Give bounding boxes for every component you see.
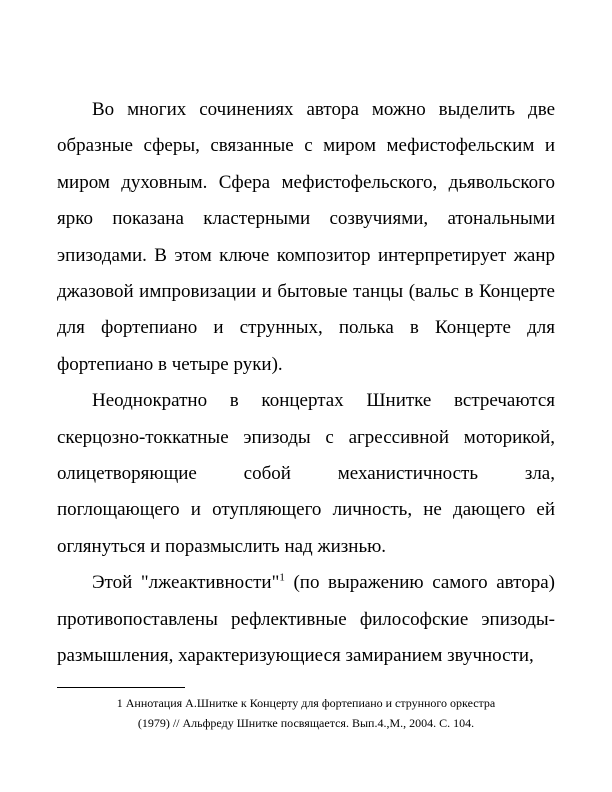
footnote-line-1: 1 Аннотация А.Шнитке к Концерту для фортепиано и струнного оркестра [116, 696, 496, 710]
footnote-line-2: (1979) // Альфреду Шнитке посвящается. Вып.4.,М., 2004. С. 104. [137, 716, 475, 730]
paragraph-3-start: Этой "лжеактивности" [92, 572, 280, 594]
footnote-reference[interactable]: 1 [279, 571, 285, 584]
body-text [57, 92, 555, 675]
footnote [57, 693, 555, 733]
paragraph-1: Во многих сочинениях автора можно выделить две образные сферы, связанные с миром мефистофельским и миром духовным. Сфера мефистофельского, дьявольского ярко показана кластерными созвучиями, атональными эпизодами. В этом ключе композитор интерпретирует жанр джазовой импровизации и бытовые танцы (вальс в Концерте для фортепиано и струнных, полька в Концерте для фортепиано в четыре руки). [57, 99, 555, 375]
paragraph-3-rest: (по выражению самого автора) противопоставлены рефлективные философские эпизоды-размышления, характеризующиеся замиранием звучности, [57, 572, 555, 667]
paragraph-2: Неоднократно в концертах Шнитке встречаются скерцозно-токкатные эпизоды с агрессивной моторикой, олицетворяющие собой механистичность зла, поглощающего и отупляющего личность, не дающего ей оглянуться и поразмыслить над жизнью. [57, 390, 555, 557]
paragraph-3 [57, 565, 555, 674]
footnote-separator [57, 687, 185, 688]
